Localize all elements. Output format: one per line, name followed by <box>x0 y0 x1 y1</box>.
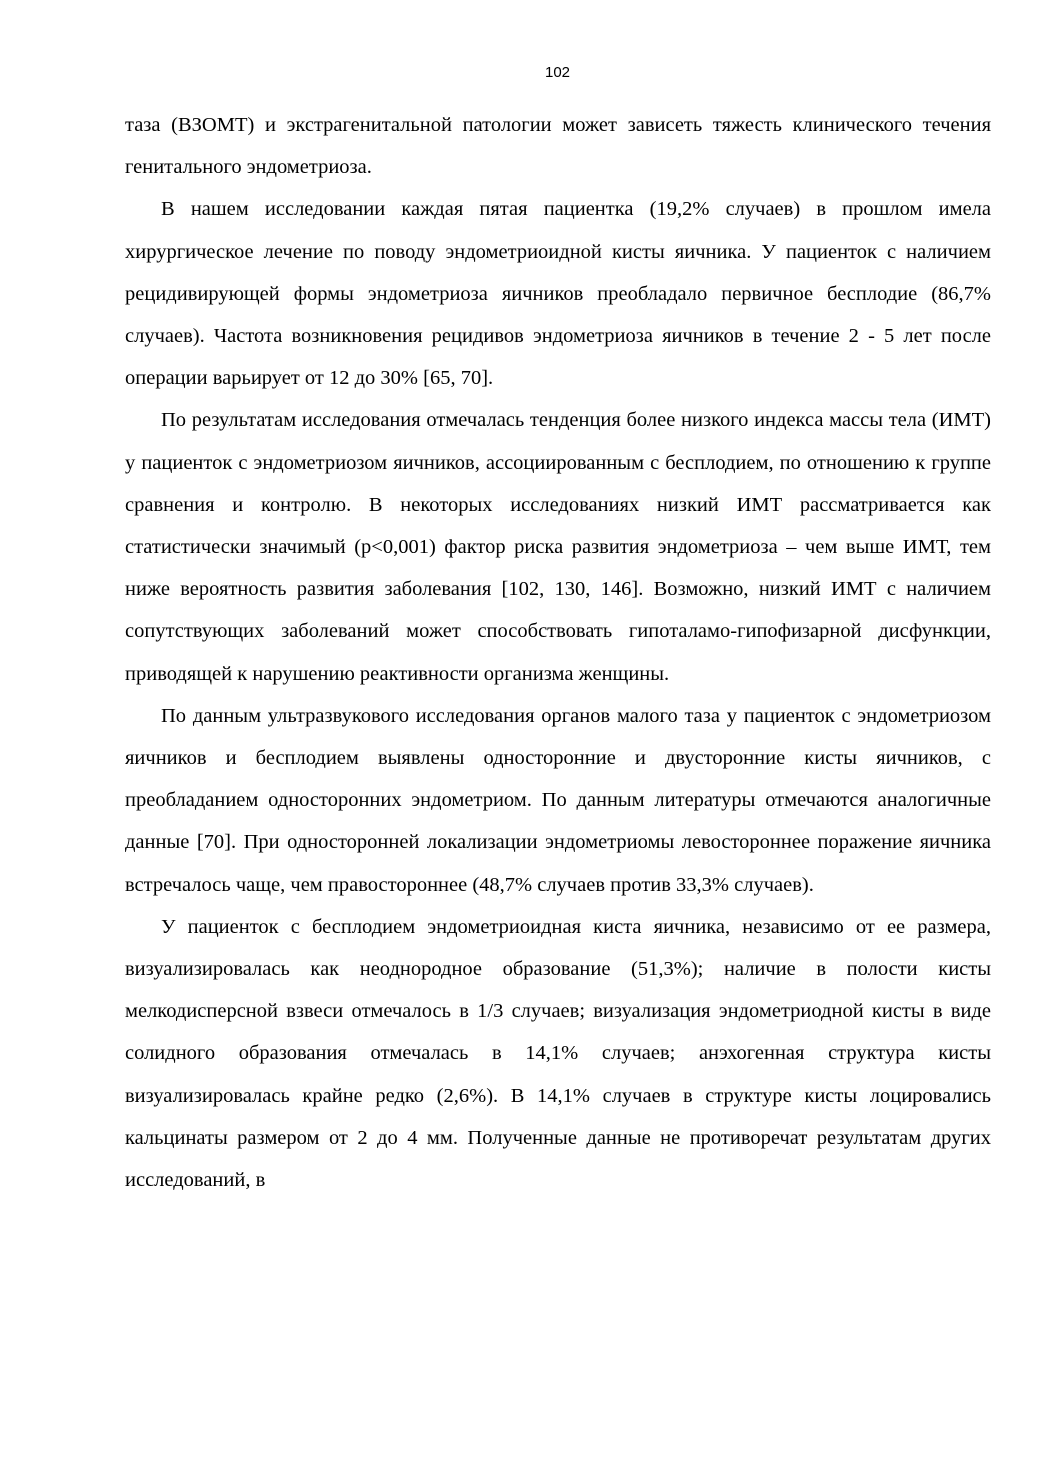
paragraph: таза (ВЗОМТ) и экстрагенитальной патологии может зависеть тяжесть клинического течения генитального эндометриоза. <box>125 114 991 179</box>
paragraph: В нашем исследовании каждая пятая пациентка (19,2% случаев) в прошлом имела хирургическое лечение по поводу эндометриоидной кисты яичника. У пациенток с наличием рецидивирующей формы эндометриоза яичников преобладало первичное бесплодие (86,7% случаев). Частота возникновения рецидивов эндометриоза яичников в течение 2 - 5 лет после операции варьирует от 12 до 30% [65, 70]. <box>125 198 991 390</box>
page-number: 102 <box>544 64 571 81</box>
paragraph: По результатам исследования отмечалась тенденция более низкого индекса массы тела (ИМТ) у пациенток с эндометриозом яичников, ассоциированным с бесплодием, по отношению к группе сравнения и контролю. В некоторых исследованиях низкий ИМТ рассматривается как статистически значимый (p<0,001) фактор риска развития эндометриоза – чем выше ИМТ, тем ниже вероятность развития заболевания [102, 130, 146]. Возможно, низкий ИМТ с наличием сопутствующих заболеваний может способствовать гипоталамо-гипофизарной дисфункции, приводящей к нарушению реактивности организма женщины. <box>125 409 991 685</box>
document-body <box>125 104 991 1201</box>
paragraph: У пациенток с бесплодием эндометриоидная киста яичника, независимо от ее размера, визуализировалась как неоднородное образование (51,3%); наличие в полости кисты мелкодисперсной взвеси отмечалось в 1/3 случаев; визуализация эндометриодной кисты в виде солидного образования отмечалась в 14,1% случаев; анэхогенная структура кисты визуализировалась крайне редко (2,6%). В 14,1% случаев в структуре кисты лоцировались кальцинаты размером от 2 до 4 мм. Полученные данные не противоречат результатам других исследований, в <box>125 915 991 1192</box>
paragraph: По данным ультразвукового исследования органов малого таза у пациенток с эндометриозом яичников и бесплодием выявлены односторонние и двусторонние кисты яичников, с преобладанием односторонних эндометриом. По данным литературы отмечаются аналогичные данные [70]. При односторонней локализации эндометриомы левостороннее поражение яичника встречалось чаще, чем правостороннее (48,7% случаев против 33,3% случаев). <box>125 704 991 896</box>
